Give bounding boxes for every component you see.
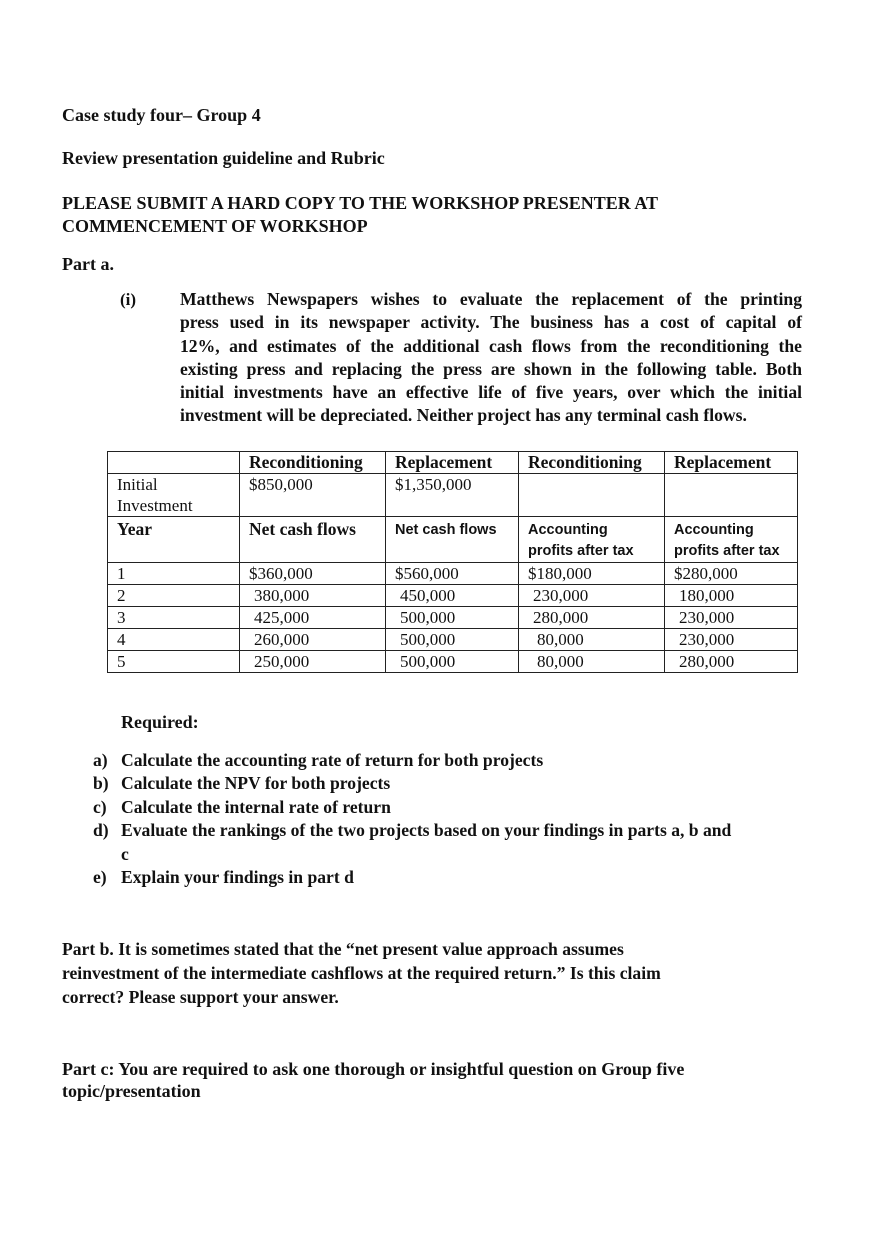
required-item (93, 843, 129, 866)
label-line: Accounting (674, 522, 754, 538)
value-cell: 425,000 (240, 607, 386, 629)
header-reconditioning: Reconditioning (519, 452, 665, 474)
initial-investment-row (108, 474, 798, 517)
value-cell: 230,000 (519, 585, 665, 607)
value-cell: $280,000 (665, 563, 798, 585)
paragraph-line: initial investments have an effective life of five years, over which the initial (180, 382, 802, 403)
submission-notice-line2: COMMENCEMENT OF WORKSHOP (62, 216, 368, 236)
value-cell: 380,000 (240, 585, 386, 607)
part-b-line: reinvestment of the intermediate cashflows at the required return.” Is this claim (62, 963, 661, 983)
cash-flow-table (107, 451, 798, 673)
year-cell: 4 (108, 629, 240, 651)
year-cell: 2 (108, 585, 240, 607)
subheader-net-cash-flows: Net cash flows (240, 517, 386, 563)
table-cell (665, 474, 798, 517)
table-row (108, 585, 798, 607)
required-item (93, 819, 731, 842)
value-cell: 500,000 (386, 607, 519, 629)
subheader-net-cash-flows: Net cash flows (386, 517, 519, 563)
required-item (93, 796, 391, 819)
required-item (93, 772, 390, 795)
item-label: a) (93, 750, 108, 770)
table-row (108, 607, 798, 629)
part-b-question (62, 937, 782, 1009)
year-label: Year (108, 517, 240, 563)
item-text: Calculate the accounting rate of return for both projects (121, 750, 544, 770)
item-text: c (121, 844, 129, 864)
part-c-question (62, 1058, 802, 1102)
header-reconditioning: Reconditioning (240, 452, 386, 474)
value-cell: $360,000 (240, 563, 386, 585)
item-text: Explain your findings in part d (121, 867, 354, 887)
required-heading: Required: (121, 712, 199, 732)
item-label: c) (93, 797, 107, 817)
value-cell: 80,000 (519, 629, 665, 651)
paragraph-line: press used in its newspaper activity. The business has a cost of capital of (180, 312, 802, 333)
required-item (93, 749, 543, 772)
item-text: Calculate the internal rate of return (121, 797, 391, 817)
year-cell: 3 (108, 607, 240, 629)
value-cell: 250,000 (240, 651, 386, 673)
value-cell: 280,000 (665, 651, 798, 673)
table-cell (519, 474, 665, 517)
paragraph-line: 12%, and estimates of the additional cash flows from the reconditioning the (180, 335, 802, 356)
value-cell: 500,000 (386, 629, 519, 651)
case-paragraph (180, 288, 802, 428)
initial-value: $850,000 (240, 474, 386, 517)
label-line: Investment (117, 496, 193, 515)
paragraph-line: existing press and replacing the press are shown in the following table. Both (180, 358, 802, 379)
label-line: profits after tax (528, 543, 634, 559)
subheader-accounting-profits (519, 517, 665, 563)
part-c-line: topic/presentation (62, 1081, 201, 1101)
submission-notice (62, 192, 658, 238)
initial-value: $1,350,000 (386, 474, 519, 517)
case-title: Case study four– Group 4 (62, 105, 261, 125)
header-replacement: Replacement (386, 452, 519, 474)
value-cell: $180,000 (519, 563, 665, 585)
year-cell: 5 (108, 651, 240, 673)
year-cell: 1 (108, 563, 240, 585)
value-cell: 450,000 (386, 585, 519, 607)
paragraph-line: Matthews Newspapers wishes to evaluate the replacement of the printing (180, 289, 802, 309)
value-cell: 230,000 (665, 607, 798, 629)
value-cell: 260,000 (240, 629, 386, 651)
table-row (108, 651, 798, 673)
part-b-line: Part b. It is sometimes stated that the “net present value approach assumes (62, 939, 624, 959)
value-cell: 80,000 (519, 651, 665, 673)
subheader-accounting-profits (665, 517, 798, 563)
item-label: d) (93, 820, 109, 840)
submission-notice-line1: PLEASE SUBMIT A HARD COPY TO THE WORKSHOP PRESENTER AT (62, 193, 658, 213)
value-cell: 500,000 (386, 651, 519, 673)
part-a-heading: Part a. (62, 254, 114, 274)
item-label: e) (93, 867, 107, 887)
header-replacement: Replacement (665, 452, 798, 474)
table-header-row (108, 452, 798, 474)
part-c-line: Part c: You are required to ask one thorough or insightful question on Group five (62, 1059, 685, 1079)
item-text: Calculate the NPV for both projects (121, 773, 391, 793)
review-heading: Review presentation guideline and Rubric (62, 148, 385, 168)
table-cell (108, 452, 240, 474)
value-cell: 180,000 (665, 585, 798, 607)
value-cell: 230,000 (665, 629, 798, 651)
item-text: Evaluate the rankings of the two projects based on your findings in parts a, b and (121, 820, 732, 840)
label-line: Accounting (528, 522, 608, 538)
item-marker: (i) (120, 290, 137, 309)
table-row (108, 629, 798, 651)
paragraph-line: investment will be depreciated. Neither project has any terminal cash flows. (180, 405, 747, 426)
label-line: profits after tax (674, 543, 780, 559)
part-b-line: correct? Please support your answer. (62, 987, 339, 1007)
label-line: Initial (117, 475, 158, 494)
table-row (108, 563, 798, 585)
value-cell: $560,000 (386, 563, 519, 585)
value-cell: 280,000 (519, 607, 665, 629)
initial-investment-label (108, 474, 240, 517)
item-label: b) (93, 773, 109, 793)
required-item (93, 866, 354, 889)
year-header-row (108, 517, 798, 563)
